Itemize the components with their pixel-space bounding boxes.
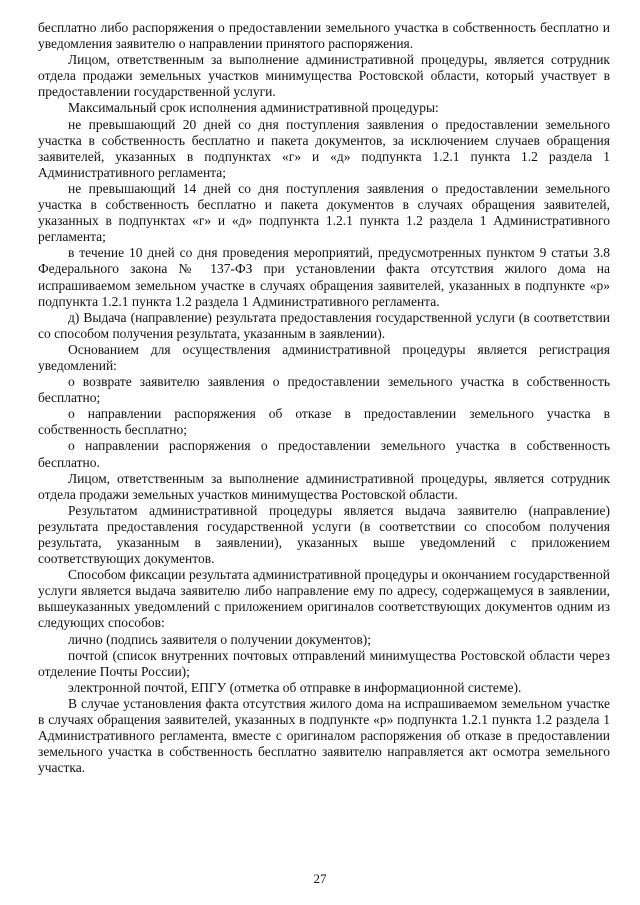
paragraph-method-post: почтой (список внутренних почтовых отправлений минимущества Ростовской области через отделение Почты России); xyxy=(38,647,610,679)
paragraph-notice-refusal: о направлении распоряжения об отказе в предоставлении земельного участка в собственность бесплатно; xyxy=(38,406,610,438)
paragraph-method-email: электронной почтой, ЕПГУ (отметка об отправке в информационной системе). xyxy=(68,679,522,695)
paragraph-result: Результатом административной процедуры является выдача заявителю (направление) результата предоставления государственной услуги (в соответствии со способом получения результата, указанным в заявлении), указанных выше уведомлений с приложением соответствующих документов. xyxy=(38,502,610,567)
paragraph-method-in-person: лично (подпись заявителя о получении документов); xyxy=(68,631,372,647)
paragraph-notice-return: о возврате заявителю заявления о предоставлении земельного участка в собственность бесплатно; xyxy=(38,374,610,406)
paragraph-item-d: д) Выдача (направление) результата предоставления государственной услуги (в соответствии со способом получения результата, указанным в заявлении). xyxy=(38,309,610,341)
document-page xyxy=(38,20,610,776)
paragraph-max-term-heading: Максимальный срок исполнения административной процедуры: xyxy=(68,100,439,116)
paragraph-term-20-days: не превышающий 20 дней со дня поступления заявления о предоставлении земельного участка в собственность бесплатно и пакета документов, за исключением случаев обращения заявителей, указанных в подпунктах «г» и «д» подпункта 1.2.1 пункта 1.2 раздела 1 Административного регламента; xyxy=(38,116,610,180)
page-number: 27 xyxy=(313,871,327,886)
paragraph-term-10-days: в течение 10 дней со дня проведения мероприятий, предусмотренных пунктом 9 статьи 3.8 Федерального закона № 137-ФЗ при установлении факта отсутствия жилого дома на испрашиваемом земельном участке в случаях обращения заявителей, указанных в подпункте «р» подпункта 1.2.1 пункта 1.2 раздела 1 Административного регламента. xyxy=(38,245,610,309)
paragraph-notice-grant: о направлении распоряжения о предоставлении земельного участка в собственность бесплатно. xyxy=(38,438,610,470)
paragraph-continuation: бесплатно либо распоряжения о предоставлении земельного участка в собственность бесплатно и уведомления заявителю о направлении принятого распоряжения. xyxy=(38,20,610,52)
paragraph-fixation-method: Способом фиксации результата административной процедуры и окончанием государственной услуги является выдача заявителю либо направление ему по адресу, содержащемуся в заявлении, вышеуказанных уведомлений с приложением оригиналов соответствующих документов одним из следующих способов: xyxy=(38,567,610,631)
paragraph-responsible-person-2: Лицом, ответственным за выполнение административной процедуры, является сотрудник отдела продажи земельных участков минимущества Ростовской области. xyxy=(38,470,610,502)
paragraph-basis: Основанием для осуществления административной процедуры является регистрация уведомлений: xyxy=(38,341,610,373)
paragraph-inspection-act: В случае установления факта отсутствия жилого дома на испрашиваемом земельном участке в случаях обращения заявителей, указанных в подпункте «р» подпункта 1.2.1 пункта 1.2 раздела 1 Административного регламента, вместе с оригиналом распоряжения об отказе в предоставлении земельного участка в собственность бесплатно заявителю направляется акт осмотра земельного участка. xyxy=(38,695,610,776)
paragraph-responsible-person: Лицом, ответственным за выполнение административной процедуры, является сотрудник отдела продажи земельных участков минимущества Ростовской области, который участвует в предоставлении государственной услуги. xyxy=(38,52,610,100)
paragraph-term-14-days: не превышающий 14 дней со дня поступления заявления о предоставлении земельного участка в собственность бесплатно и пакета документов в случаях обращения заявителей, указанных в подпунктах «г» и «д» подпункта 1.2.1 пункта 1.2 раздела 1 Административного регламента; xyxy=(38,180,610,245)
